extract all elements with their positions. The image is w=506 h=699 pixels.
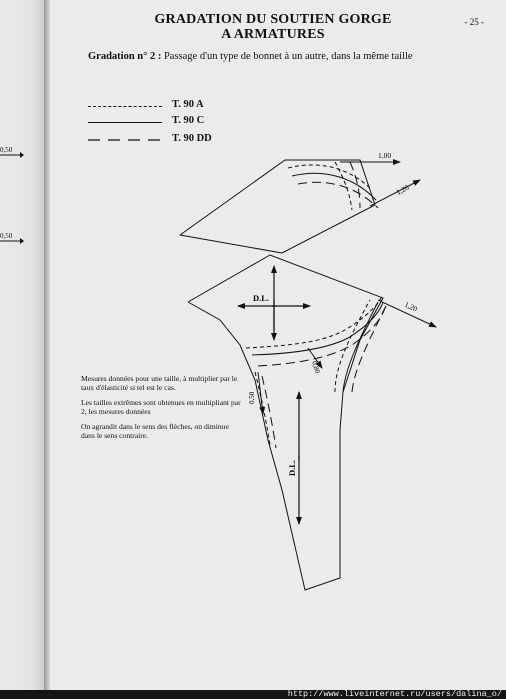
subtitle-text: Passage d'un type de bonnet à un autre, dans la même taille [161, 51, 413, 62]
legend-label: T. 90 A [172, 99, 204, 110]
subtitle-bold: Gradation n° 2 : [88, 51, 162, 62]
dl-upper-cross [238, 266, 310, 340]
page-title-line2: A ARMATURES [221, 27, 325, 42]
lower-curve-c [252, 302, 383, 355]
upper-dart-line-2 [350, 162, 360, 208]
footer-bar [0, 690, 506, 699]
note-paragraph: On agrandit dans le sens des flèches, on diminue dans le sens contraire. [81, 422, 229, 440]
legend-label: T. 90 C [172, 115, 205, 126]
dl-lower-label: D.L. [287, 459, 297, 476]
measure-label-mid: 1,20 [403, 299, 419, 314]
dl-upper-label: D.L. [253, 293, 270, 303]
measure-label-top: 1,00 [378, 151, 392, 160]
measure-label-050: 0,50 [248, 391, 256, 404]
upper-curve-c [292, 173, 376, 200]
measure-label-top-2: 1,20 [394, 182, 411, 197]
note-paragraph: Les tailles extrêmes sont obtenues en multipliant par 2, les mesures données [81, 398, 241, 416]
left-measure-label: 0,50 [0, 232, 13, 240]
arrow-1-20-upper [370, 180, 420, 206]
source-url[interactable]: http://www.liveinternet.ru/users/dalina_o/ [287, 689, 502, 699]
left-measure-label: 0,50 [0, 146, 13, 154]
mid-measure-arrows [258, 300, 436, 414]
measure-label-080: 0,80 [310, 360, 322, 375]
legend-label: T. 90 DD [172, 133, 212, 144]
notes-block [81, 374, 241, 446]
page-title: GRADATION DU SOUTIEN GORGE [154, 12, 392, 27]
note-paragraph: Mesures données pour une taille, à multiplier par le taux d'élasticité si tel est le cas. [81, 374, 238, 392]
upper-measure-arrows [340, 162, 420, 206]
upper-cup-piece [180, 160, 378, 253]
upper-curve-dd [298, 182, 378, 208]
inner-dart-a [335, 300, 370, 392]
page-number: - 25 - [464, 17, 484, 27]
lower-curve-dd [258, 308, 385, 366]
